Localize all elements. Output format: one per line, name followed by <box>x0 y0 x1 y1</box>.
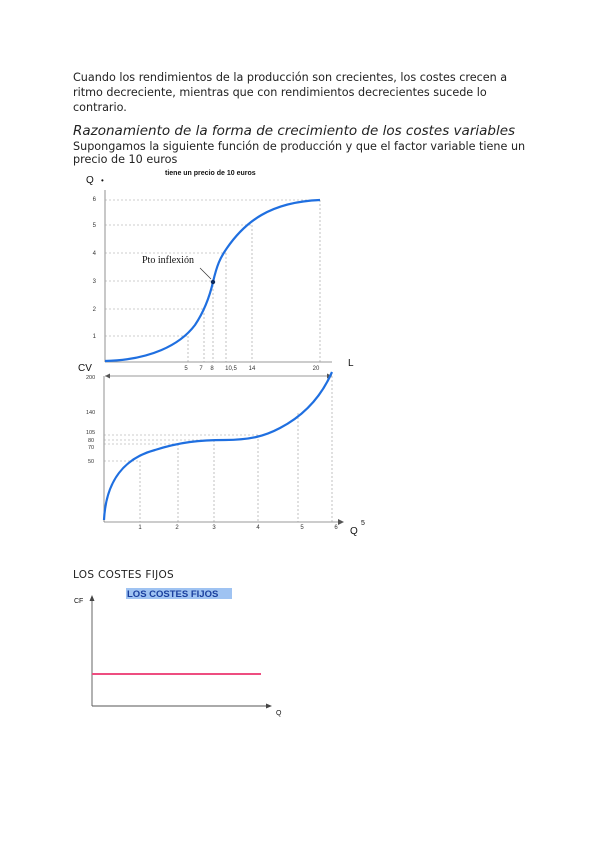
variable-cost-y-tick-105: 105 <box>86 430 96 436</box>
variable-cost-x-tick-3: 3 <box>212 525 216 531</box>
production-assumption-text: Supongamos la siguiente función de producción y que el factor variable tiene un precio de 10 euros <box>73 140 526 166</box>
variable-cost-y-tick-140: 140 <box>86 410 96 416</box>
variable-cost-x-tick-6: 6 <box>334 525 338 531</box>
fixed-cost-x-axis-label: Q <box>276 710 282 717</box>
production-chart-title: tiene un precio de 10 euros <box>165 170 256 177</box>
inflection-label: Pto inflexión <box>142 255 194 266</box>
y-axis-dot: • <box>101 176 104 185</box>
production-y-tick-5: 5 <box>92 223 96 229</box>
inflection-point <box>211 280 215 284</box>
production-y-axis-label: Q <box>86 175 94 186</box>
variable-cost-x-tick-5: 5 <box>300 525 304 531</box>
production-y-tick-1: 1 <box>92 334 96 340</box>
production-x-tick-14: 14 <box>248 366 256 372</box>
variable-cost-x-axis-label: Q <box>350 526 358 537</box>
production-x-tick-5: 5 <box>184 366 188 372</box>
fixed-cost-y-axis-label: CF <box>74 598 84 605</box>
production-y-tick-3: 3 <box>92 279 96 285</box>
section-heading: Razonamiento de la forma de crecimiento de los costes variables <box>73 123 516 139</box>
variable-cost-x-tick-1: 1 <box>138 525 142 531</box>
variable-cost-y-tick-200: 200 <box>86 375 96 381</box>
fixed-costs-section-title: LOS COSTES FIJOS <box>73 569 175 581</box>
production-y-tick-6: 6 <box>92 197 96 203</box>
production-x-tick-7: 7 <box>199 366 203 372</box>
variable-cost-y-tick-50: 50 <box>88 459 95 465</box>
production-x-tick-8: 8 <box>210 366 214 372</box>
production-y-tick-2: 2 <box>92 307 96 313</box>
fixed-cost-chart-title: LOS COSTES FIJOS <box>127 589 219 600</box>
fixed-cost-chart <box>74 588 282 717</box>
variable-cost-y-tick-80: 80 <box>88 438 95 444</box>
variable-cost-x-tick-2: 2 <box>175 525 179 531</box>
variable-cost-y-tick-70: 70 <box>88 445 95 451</box>
variable-cost-x-extra-label: 5 <box>361 520 365 527</box>
production-y-tick-4: 4 <box>92 251 96 257</box>
variable-cost-x-tick-4: 4 <box>256 525 260 531</box>
variable-cost-y-axis-label: CV <box>78 363 92 374</box>
variable-cost-guides <box>104 376 332 522</box>
production-x-tick-10-5: 10,5 <box>225 366 237 372</box>
intro-paragraph: Cuando los rendimientos de la producción son crecientes, los costes crecen a ritmo decreciente, mientras que con rendimientos decrecientes sucede lo contrario. <box>73 71 508 114</box>
variable-cost-chart <box>78 363 365 537</box>
production-x-axis-label: L <box>348 358 354 369</box>
inflection-arrow <box>200 268 211 279</box>
production-x-tick-20: 20 <box>312 366 320 372</box>
production-chart <box>86 170 354 372</box>
